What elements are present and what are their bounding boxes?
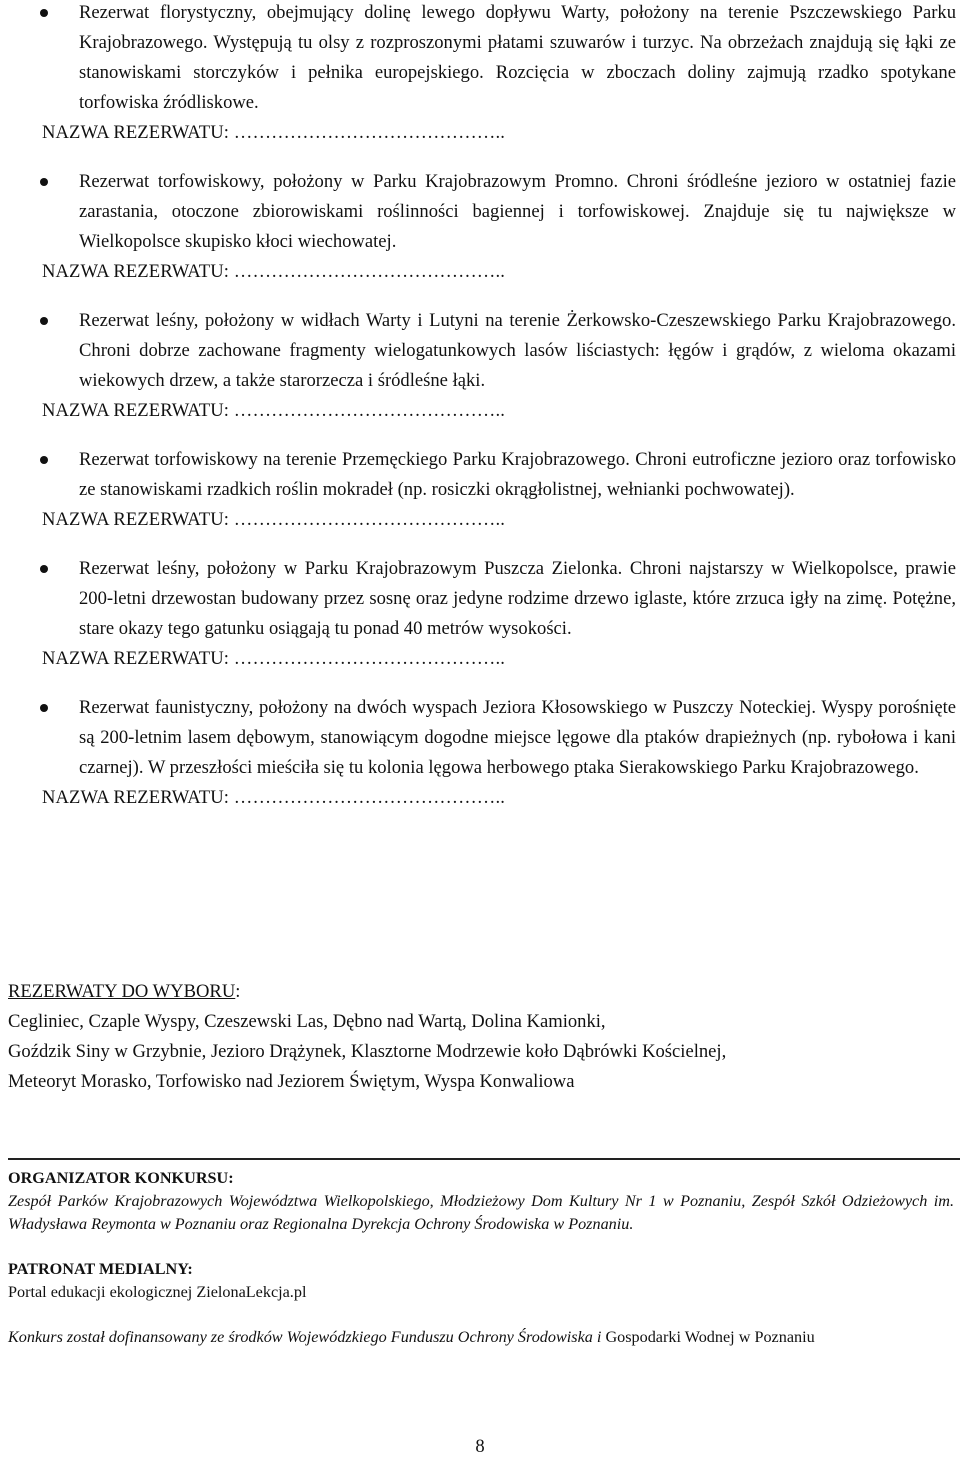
- reserve-entry-4: [0, 445, 960, 535]
- reserve-name-prompt: NAZWA REZERWATU: ……………………………………..: [42, 787, 505, 808]
- footer: [8, 1164, 954, 1349]
- footer-divider: [8, 1158, 960, 1160]
- choices-line-2: Goździk Siny w Grzybnie, Jezioro Drążynek, Klasztorne Modrzewie koło Dąbrówki Kościelnej,: [8, 1041, 727, 1062]
- reserve-description: Rezerwat leśny, położony w Parku Krajobrazowym Puszcza Zielonka. Chroni najstarszy w Wielkopolsce, prawie 200-letni drzewostan budowany przez sosnę oraz jedyne rodzime drzewo iglaste, które zrzuca igły na zimę. Potężne, stare okazy tego gatunku osiągają tu ponad 40 metrów wysokości.: [79, 558, 956, 639]
- reserve-entry-3: [0, 306, 960, 426]
- organizer-text: Zespół Parków Krajobrazowych Województwa Wielkopolskiego, Młodzieżowy Dom Kultury Nr 1 w Poznaniu, Zespół Szkół Odzieżowych im. Władysława Reymonta w Poznaniu oraz Regionalna Dyrekcja Ochrony Środowiska w Poznaniu.: [8, 1192, 954, 1233]
- reserve-name-prompt: NAZWA REZERWATU: ……………………………………..: [42, 122, 505, 143]
- reserve-description: Rezerwat leśny, położony w widłach Warty i Lutyni na terenie Żerkowsko-Czeszewskiego Parku Krajobrazowego. Chroni dobrze zachowane fragmenty wielogatunkowych lasów liściastych: łęgów i grądów, z wieloma okazami wiekowych drzew, a także starorzecza i śródleśne łąki.: [79, 310, 956, 391]
- reserve-name-prompt: NAZWA REZERWATU: ……………………………………..: [42, 509, 505, 530]
- organizer-heading: ORGANIZATOR KONKURSU:: [8, 1169, 234, 1187]
- media-patron-heading: PATRONAT MEDIALNY:: [8, 1260, 193, 1278]
- reserve-entry-5: [0, 554, 960, 674]
- page-number: 8: [475, 1436, 485, 1457]
- choices-heading-colon: :: [235, 981, 241, 1002]
- reserve-name-prompt: NAZWA REZERWATU: ……………………………………..: [42, 261, 505, 282]
- bullet-icon: [40, 565, 48, 573]
- media-patron-text: Portal edukacji ekologicznej ZielonaLekcja.pl: [8, 1283, 307, 1301]
- funding-note: [8, 1326, 954, 1349]
- choices-line-3: Meteoryt Morasko, Torfowisko nad Jeziorem Świętym, Wyspa Konwaliowa: [8, 1071, 575, 1092]
- reserve-description: Rezerwat torfowiskowy na terenie Przemęckiego Parku Krajobrazowego. Chroni eutroficzne jezioro oraz torfowisko ze stanowiskami rzadkich roślin mokradeł (np. rosiczki okrągłolistnej, wełnianki pochwowatej).: [79, 449, 956, 500]
- bullet-icon: [40, 456, 48, 464]
- bullet-icon: [40, 704, 48, 712]
- choices-heading-row: [8, 981, 240, 1002]
- choices-line-1: Cegliniec, Czaple Wyspy, Czeszewski Las, Dębno nad Wartą, Dolina Kamionki,: [8, 1011, 606, 1032]
- reserve-description: Rezerwat florystyczny, obejmujący dolinę lewego dopływu Warty, położony na terenie Pszczewskiego Parku Krajobrazowego. Występują tu olsy z rozproszonymi płatami szuwarów i turzyc. Na obrzeżach znajdują się łąki ze stanowiskami storczyków i pełnika europejskiego. Rozcięcia w zboczach doliny zajmują rzadko spotykane torfowiska źródliskowe.: [79, 2, 956, 113]
- choices-heading: REZERWATY DO WYBORU: [8, 981, 236, 1002]
- reserve-entry-2: [0, 167, 960, 287]
- reserve-choices: [8, 977, 948, 1097]
- bullet-icon: [40, 9, 48, 17]
- reserve-name-prompt: NAZWA REZERWATU: ……………………………………..: [42, 648, 505, 669]
- reserve-entry-6: [0, 693, 960, 813]
- reserve-entry-1: [0, 0, 960, 148]
- bullet-icon: [40, 178, 48, 186]
- reserve-description: Rezerwat torfowiskowy, położony w Parku Krajobrazowym Promno. Chroni śródleśne jezioro w ostatniej fazie zarastania, otoczone zbiorowiskami roślinności bagiennej i torfowiskowej. Znajduje się tu największe w Wielkopolsce skupisko kłoci wiechowatej.: [79, 171, 956, 252]
- funding-note-italic: Konkurs został dofinansowany ze środków Wojewódzkiego Funduszu Ochrony Środowiska i: [8, 1328, 602, 1346]
- reserve-description: Rezerwat faunistyczny, położony na dwóch wyspach Jeziora Kłosowskiego w Puszczy Noteckiej. Wyspy porośnięte są 200-letnim lasem dębowym, stanowiącym dogodne miejsce lęgowe dla ptaków drapieżnych (np. rybołowa i kani czarnej). W przeszłości mieściła się tu kolonia lęgowa herbowego ptaka Sierakowskiego Parku Krajobrazowego.: [79, 697, 956, 778]
- funding-note-plain: Gospodarki Wodnej w Poznaniu: [601, 1328, 815, 1346]
- bullet-icon: [40, 317, 48, 325]
- reserve-name-prompt: NAZWA REZERWATU: ……………………………………..: [42, 400, 505, 421]
